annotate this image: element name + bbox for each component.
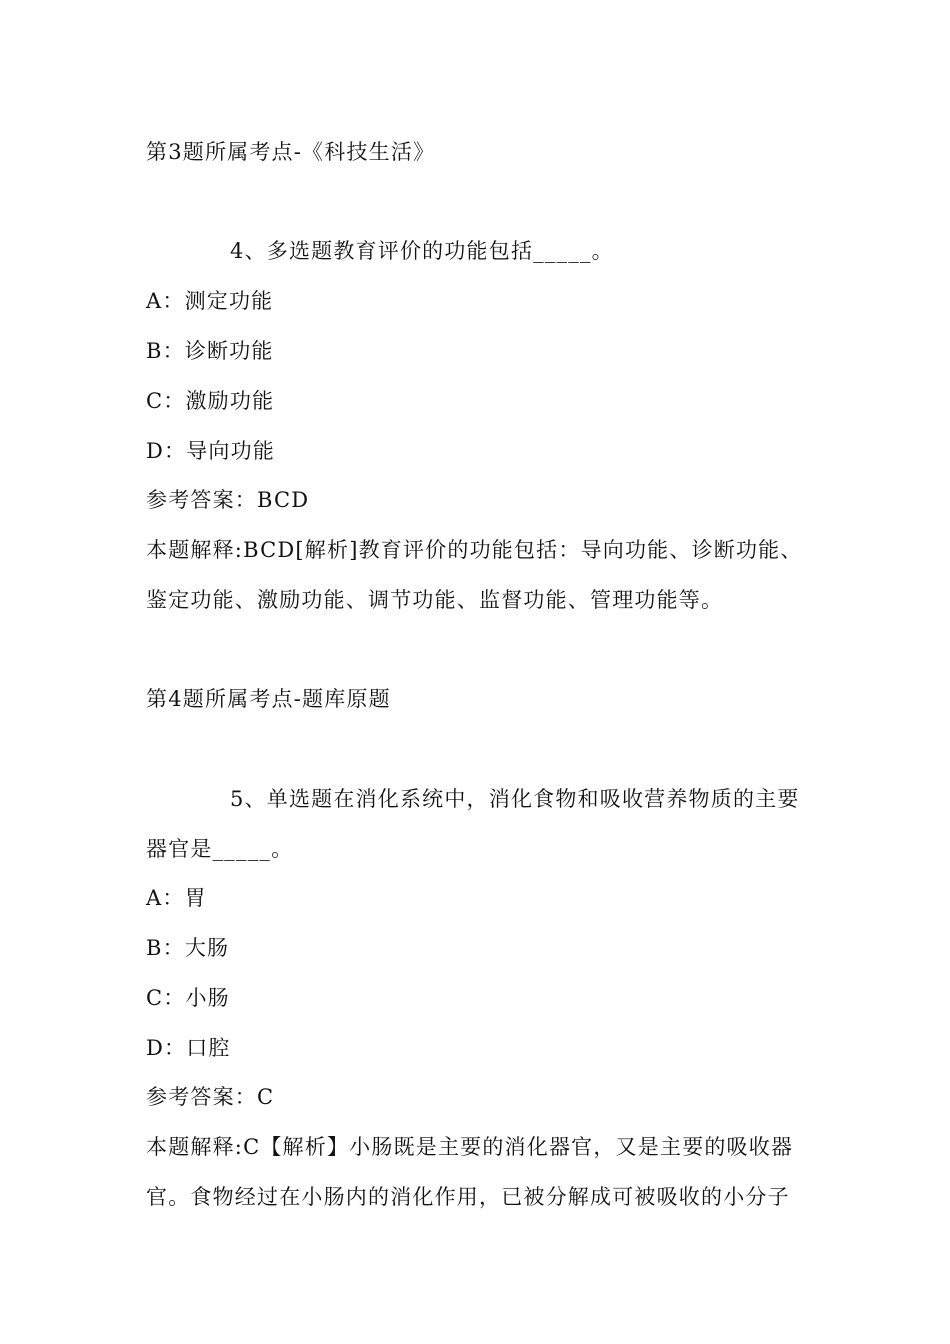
q4-option-a: A：测定功能 (146, 289, 274, 313)
q5-option-c: C：小肠 (146, 986, 230, 1010)
q4-option-c: C：激励功能 (146, 389, 275, 413)
q5-option-d: D：口腔 (146, 1036, 231, 1060)
q5-stem-line-2: 器官是_____。 (146, 837, 294, 861)
q5-stem-line-1: 5、单选题在消化系统中，消化食物和吸收营养物质的主要 (230, 787, 800, 811)
q4-section-label: 第4题所属考点-题库原题 (146, 687, 391, 711)
q5-answer: 参考答案：C (146, 1085, 275, 1109)
q4-explanation-line-1: 本题解释:BCD[解析]教育评价的功能包括：导向功能、诊断功能、 (146, 538, 803, 562)
q5-explanation-line-1: 本题解释:C【解析】小肠既是主要的消化器官，又是主要的吸收器 (146, 1135, 794, 1159)
q5-option-a: A：胃 (146, 886, 207, 910)
q5-explanation-line-2: 官。食物经过在小肠内的消化作用，已被分解成可被吸收的小分子 (146, 1185, 790, 1209)
q5-option-b: B：大肠 (146, 936, 230, 960)
q4-explanation-line-2: 鉴定功能、激励功能、调节功能、监督功能、管理功能等。 (146, 588, 724, 612)
q3-section-label: 第3题所属考点-《科技生活》 (146, 140, 436, 164)
q4-answer: 参考答案：BCD (146, 488, 310, 512)
q4-option-b: B：诊断功能 (146, 339, 274, 363)
q4-stem: 4、多选题教育评价的功能包括_____。 (230, 239, 614, 263)
q4-option-d: D：导向功能 (146, 439, 276, 463)
